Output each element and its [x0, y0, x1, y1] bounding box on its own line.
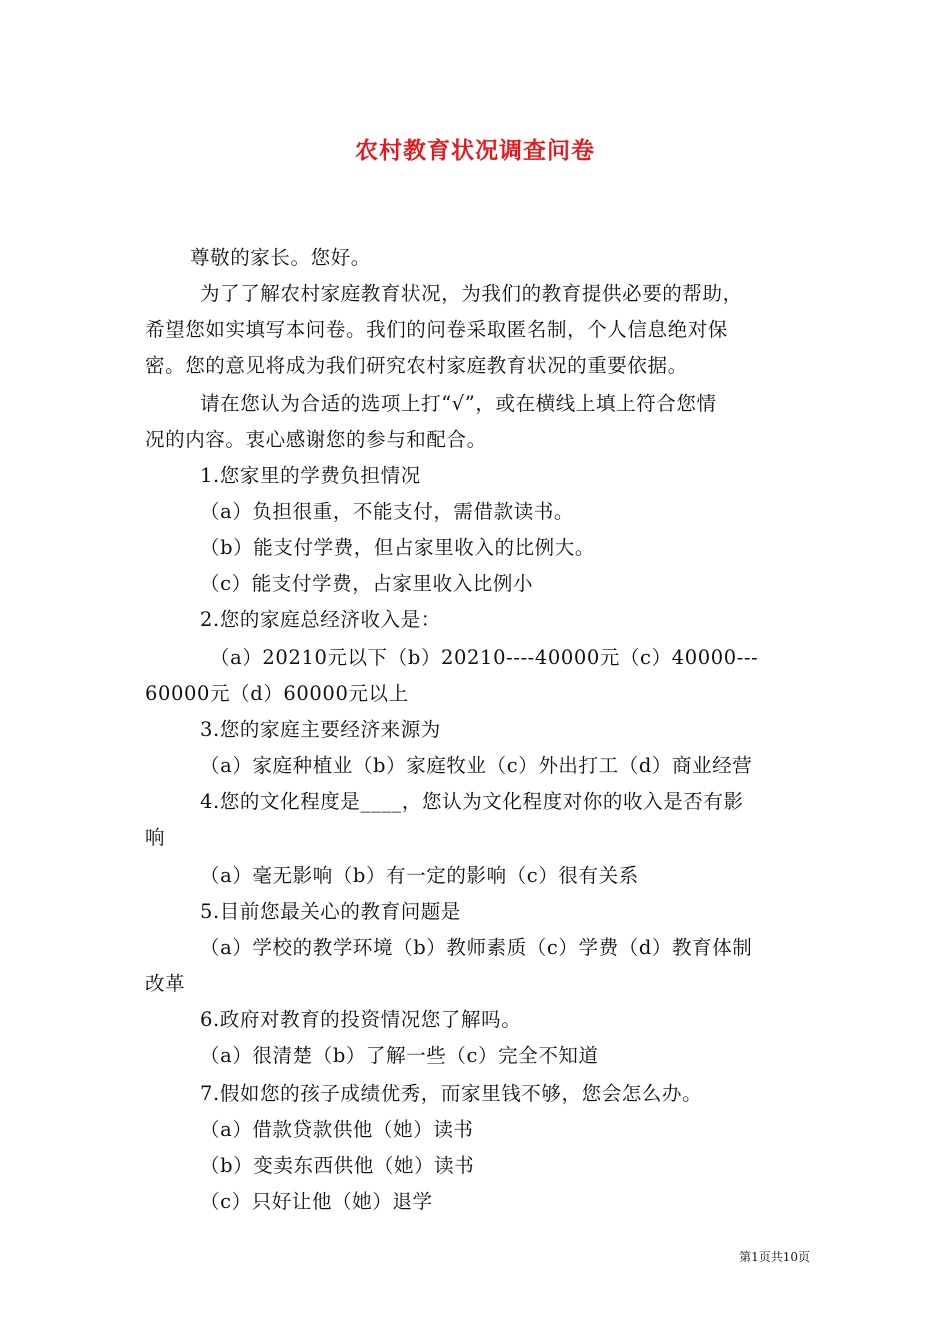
question-4: 4.您的文化程度是____，您认为文化程度对你的收入是否有影	[200, 790, 744, 813]
question-3: 3.您的家庭主要经济来源为	[200, 718, 441, 741]
question-4-options: （a）毫无影响（b）有一定的影响（c）很有关系	[200, 864, 639, 887]
question-5-options-cont: 改革	[145, 972, 186, 995]
question-7-option-b: （b）变卖东西供他（她）读书	[200, 1154, 475, 1177]
intro-line-4: 请在您认为合适的选项上打“√”，或在横线上填上符合您情	[200, 392, 717, 415]
intro-line-3: 密。您的意见将成为我们研究农村家庭教育状况的重要依据。	[145, 354, 688, 377]
intro-line-2: 希望您如实填写本问卷。我们的问卷采取匿名制，个人信息绝对保	[145, 318, 728, 341]
question-5: 5.目前您最关心的教育问题是	[200, 900, 462, 923]
question-1-option-b: （b）能支付学费，但占家里收入的比例大。	[200, 536, 595, 559]
document-title: 农村教育状况调查问卷	[355, 137, 595, 164]
question-1: 1.您家里的学费负担情况	[200, 464, 421, 487]
intro-line-1: 为了了解农村家庭教育状况，为我们的教育提供必要的帮助，	[200, 282, 743, 305]
question-7-option-c: （c）只好让他（她）退学	[200, 1190, 433, 1213]
question-3-options: （a）家庭种植业（b）家庭牧业（c）外出打工（d）商业经营	[200, 754, 753, 777]
question-4-cont: 响	[145, 826, 166, 849]
question-2-options-cont: 60000元（d）60000元以上	[145, 682, 409, 705]
greeting: 尊敬的家长。您好。	[190, 246, 371, 269]
question-2-options: （a）20210元以下（b）20210----40000元（c）40000---	[210, 646, 759, 669]
question-6: 6.政府对教育的投资情况您了解吗。	[200, 1008, 522, 1031]
question-2: 2.您的家庭总经济收入是：	[200, 608, 441, 631]
question-7-option-a: （a）借款贷款供他（她）读书	[200, 1118, 474, 1141]
question-6-options: （a）很清楚（b）了解一些（c）完全不知道	[200, 1044, 599, 1067]
question-5-options: （a）学校的教学环境（b）教师素质（c）学费（d）教育体制	[200, 936, 753, 959]
page-number: 第1页共10页	[739, 1250, 810, 1264]
intro-line-5: 况的内容。衷心感谢您的参与和配合。	[145, 428, 487, 451]
question-1-option-c: （c）能支付学费，占家里收入比例小	[200, 572, 534, 595]
question-7: 7.假如您的孩子成绩优秀，而家里钱不够，您会怎么办。	[200, 1082, 703, 1105]
question-1-option-a: （a）负担很重，不能支付，需借款读书。	[200, 500, 575, 523]
